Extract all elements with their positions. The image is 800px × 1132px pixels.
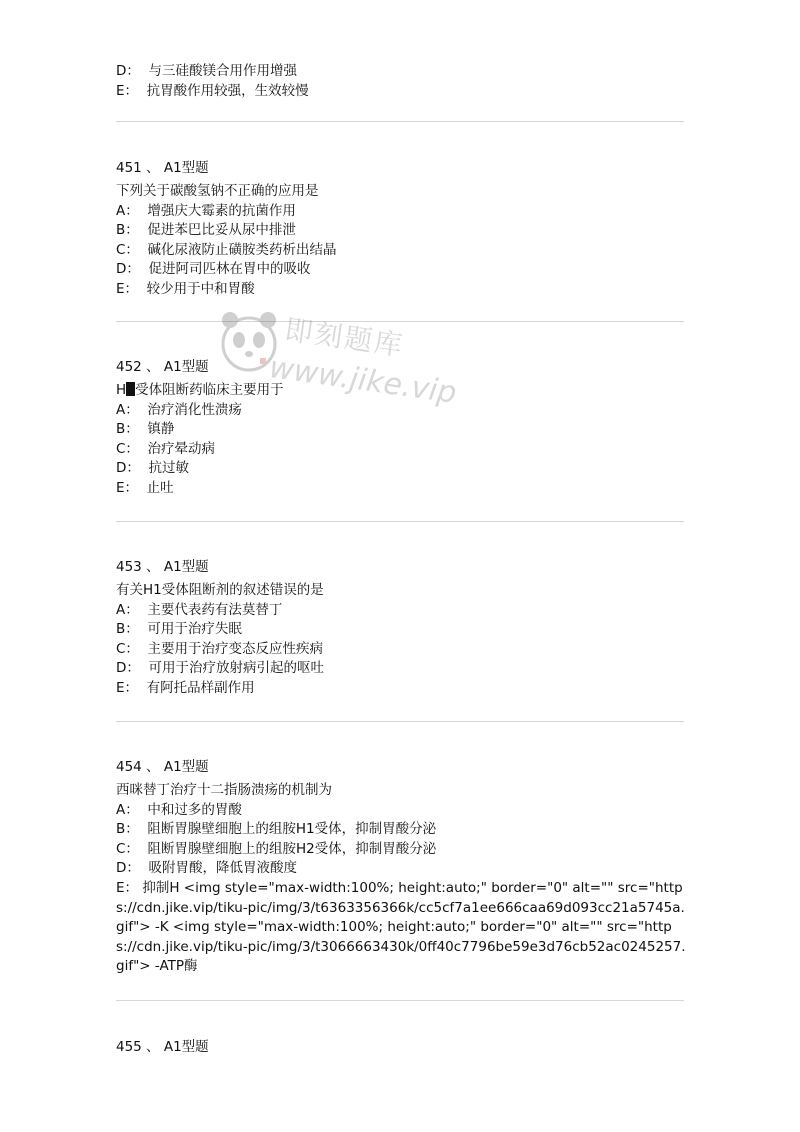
option-e: E： 止吐 [116, 479, 174, 496]
question-451 [116, 158, 686, 300]
option-c: C： 治疗晕动病 [116, 440, 216, 457]
question-number: 455 、 A1型题 [116, 1039, 209, 1055]
option-a: A： 治疗消化性溃疡 [116, 401, 242, 418]
question-452 [116, 357, 686, 499]
option-e: E： 抑制H <img style="max-width:100%; height:auto;" border="0" alt="" src="https://cdn.jike.vip/tiku-pic/img/3/t6363356366k/cc5cf7a1ee666caa69d093cc21a5745a.gif"> -K <img style="max-width:100%; height:auto;" border="0" alt="" src="https://cdn.jike.vip/tiku-pic/img/3/t3066663430k/0ff40c7796be59e3d76cb52ac0245257.gif"> -ATP酶 [116, 879, 686, 975]
option-a: A： 增强庆大霉素的抗菌作用 [116, 202, 296, 219]
prev-question-tail [116, 62, 686, 101]
question-454 [116, 757, 686, 977]
divider [116, 321, 684, 322]
option-c: C： 主要用于治疗变态反应性疾病 [116, 640, 324, 657]
divider [116, 721, 684, 722]
question-number: 452 、 A1型题 [116, 359, 209, 375]
question-455 [116, 1037, 686, 1057]
watermark-url: www.jike.vip [267, 350, 459, 411]
divider [116, 521, 684, 522]
question-stem: 下列关于碳酸氢钠不正确的应用是 [116, 183, 319, 199]
option-a: A： 中和过多的胃酸 [116, 801, 242, 818]
option-a: A： 主要代表药有法莫替丁 [116, 601, 283, 618]
question-number: 451 、 A1型题 [116, 160, 209, 176]
option-e: E： 较少用于中和胃酸 [116, 280, 255, 297]
divider [116, 1000, 684, 1001]
option-d: D： 吸附胃酸，降低胃液酸度 [116, 860, 297, 877]
question-stem: H 受体阻断药临床主要用于 [116, 382, 284, 398]
option-e: E： 有阿托品样副作用 [116, 679, 255, 696]
option-d: D： 促进阿司匹林在胃中的吸收 [116, 261, 311, 278]
option-c: C： 阻断胃腺壁细胞上的组胺H2受体，抑制胃酸分泌 [116, 840, 437, 857]
watermark-brand: 即刻题库 [282, 312, 407, 363]
option-b: B： 阻断胃腺壁细胞上的组胺H1受体，抑制胃酸分泌 [116, 821, 437, 838]
option-b: B： 可用于治疗失眠 [116, 621, 242, 638]
divider [116, 121, 684, 122]
option-d: D： 与三硅酸镁合用作用增强 [116, 63, 297, 79]
question-453 [116, 557, 686, 699]
question-number: 453 、 A1型题 [116, 559, 209, 575]
option-b: B： 促进苯巴比妥从尿中排泄 [116, 222, 296, 239]
question-number: 454 、 A1型题 [116, 759, 209, 775]
option-d: D： 抗过敏 [116, 460, 189, 477]
option-e: E： 抗胃酸作用较强，生效较慢 [116, 82, 309, 99]
redaction-mark [126, 382, 135, 396]
question-stem: 有关H1受体阻断剂的叙述错误的是 [116, 582, 324, 598]
question-stem: 西咪替丁治疗十二指肠溃疡的机制为 [116, 782, 332, 798]
option-d: D： 可用于治疗放射病引起的呕吐 [116, 660, 324, 677]
option-c: C： 碱化尿液防止磺胺类药析出结晶 [116, 241, 337, 258]
option-b: B： 镇静 [116, 421, 175, 438]
